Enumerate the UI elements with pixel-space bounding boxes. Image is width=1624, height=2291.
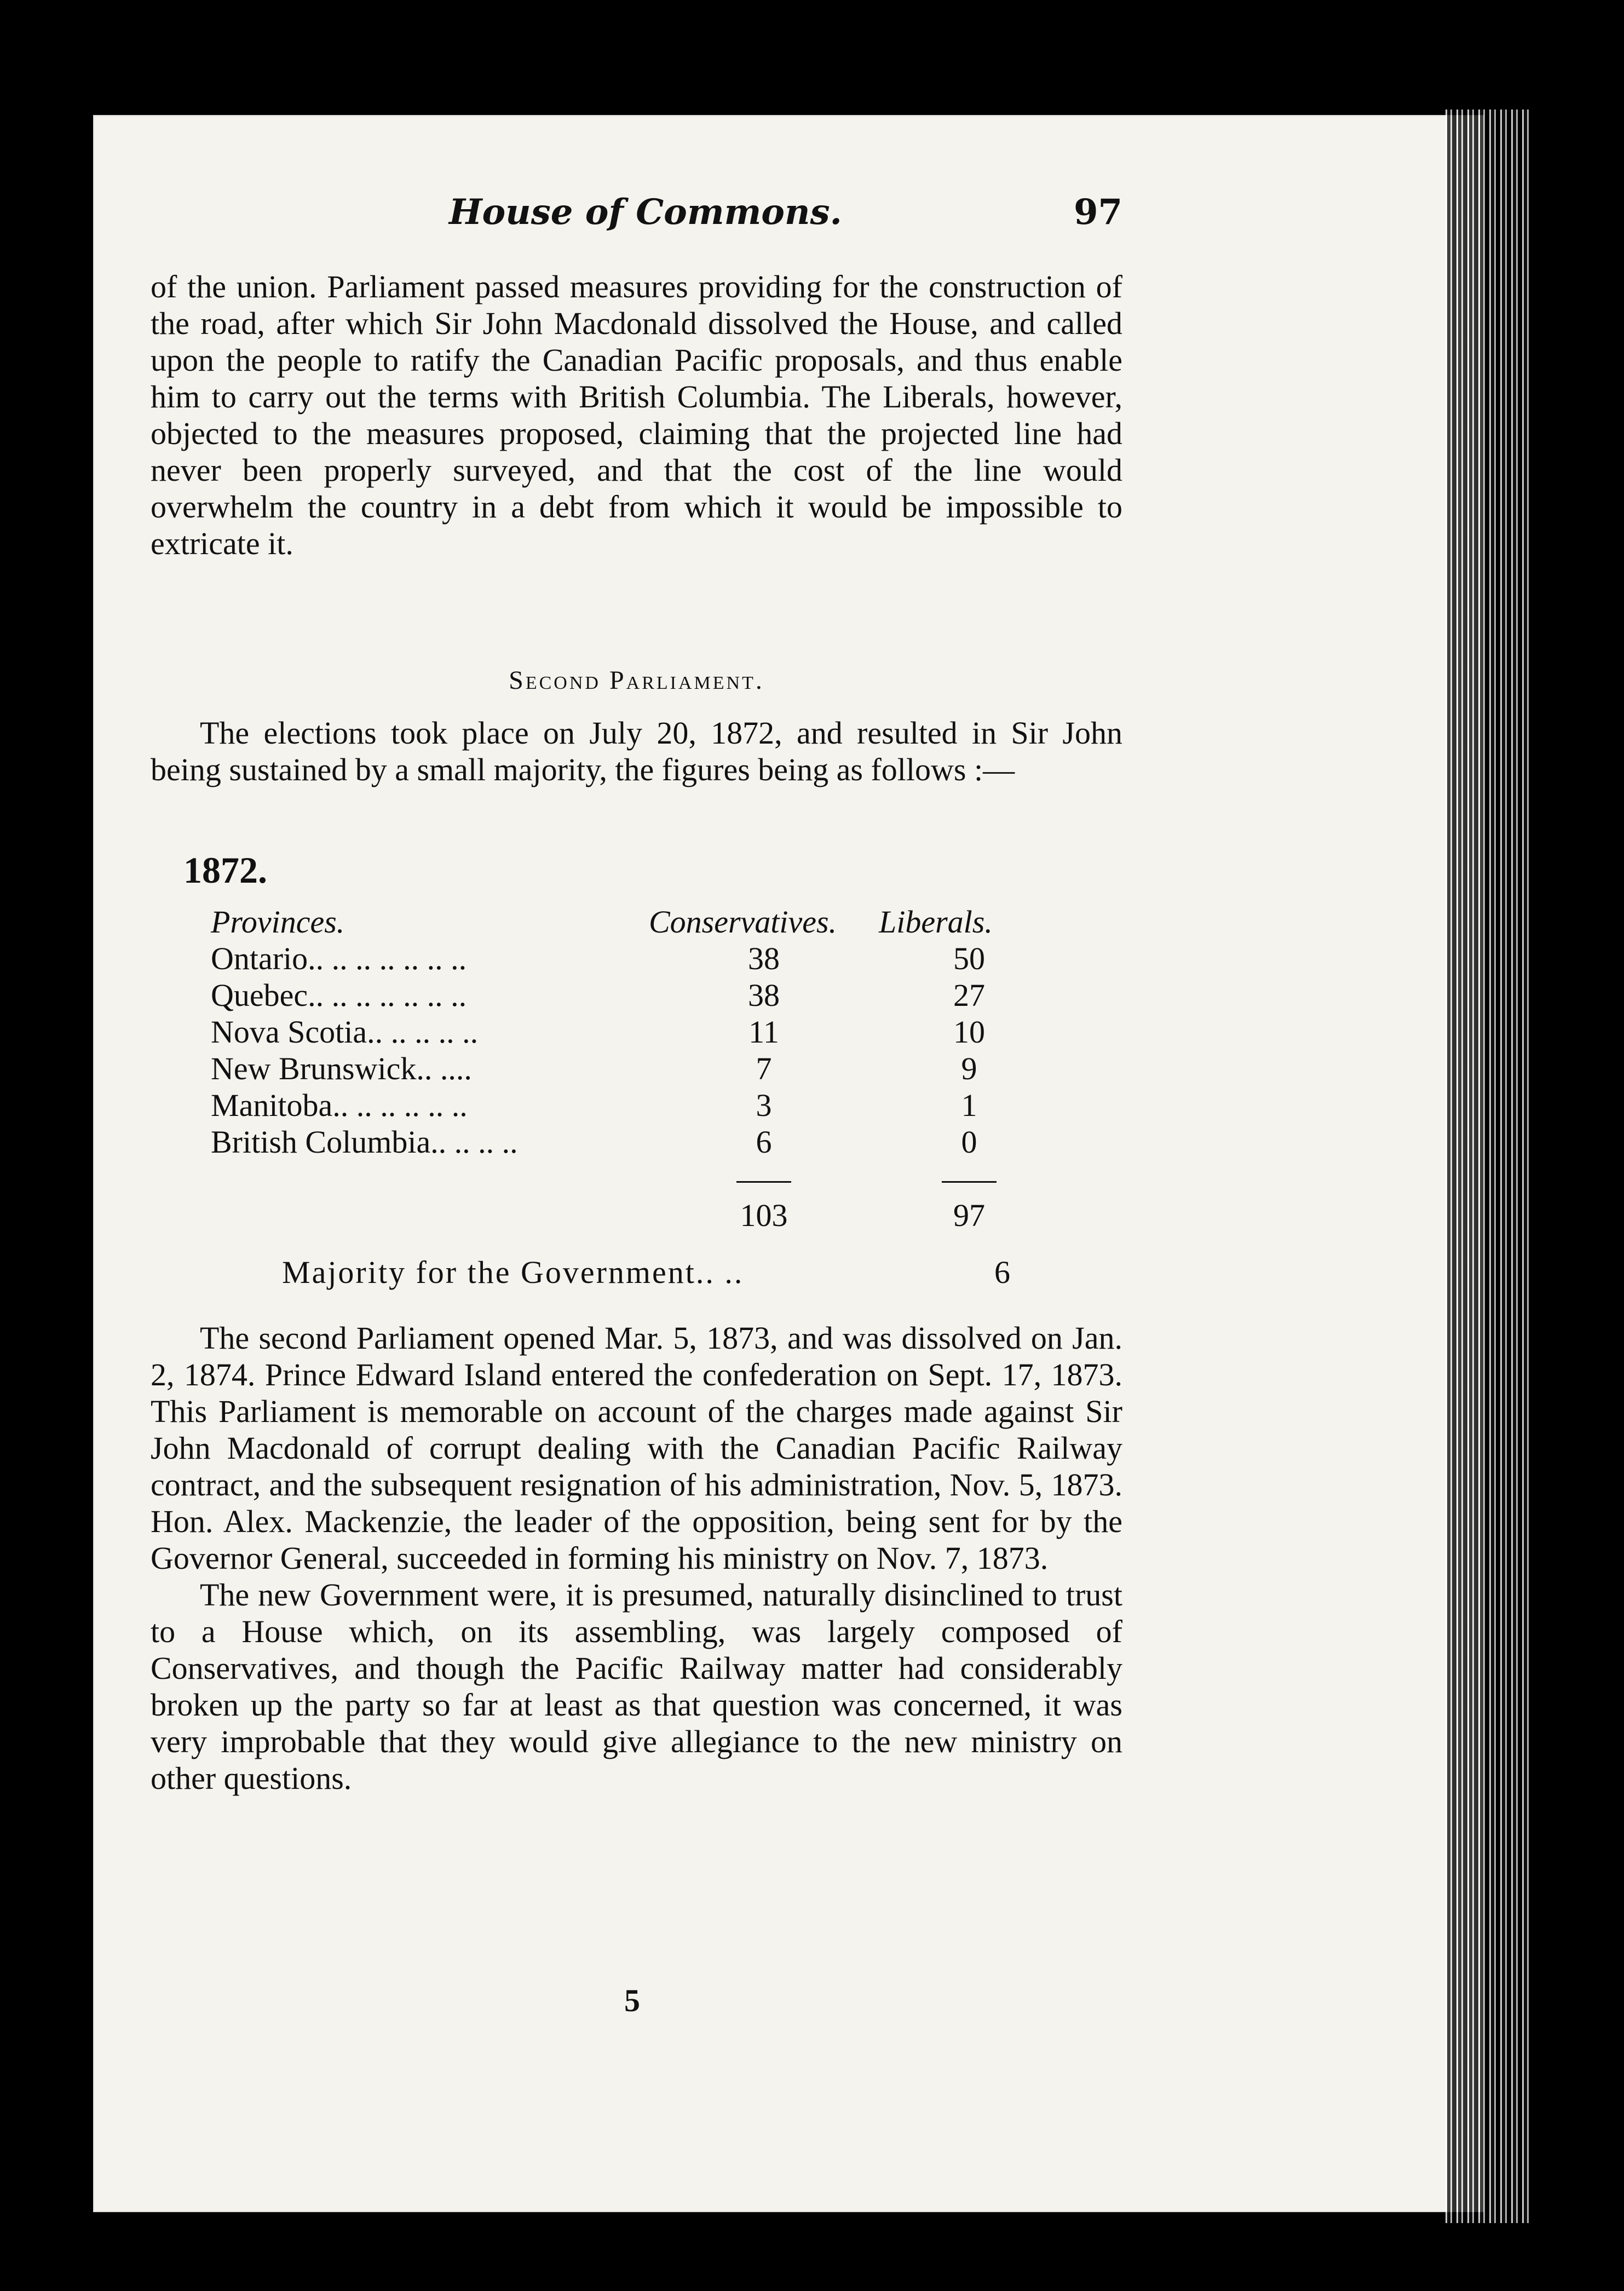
province-name: Manitoba.. .. .. .. .. .. bbox=[211, 1087, 468, 1123]
conservative-seats: 3 bbox=[756, 1087, 772, 1123]
body-text-1 bbox=[151, 268, 1122, 562]
conservative-seats: 6 bbox=[756, 1124, 772, 1160]
header-conservatives: Conservatives. bbox=[649, 904, 837, 940]
signature-mark: 5 bbox=[624, 1983, 640, 2018]
election-results-table bbox=[211, 903, 1059, 1234]
table-year: 1872. bbox=[183, 849, 267, 891]
paragraph-1: of the union. Parliament passed measures providing for the construction of the road, after which Sir John Macdonald dissolved the House, and called upon the people to ratify the Canadian Pacific proposals, and thus enable him to carry out the terms with British Columbia. The Liberals, however, objected to the measures proposed, claiming that the projected line had never been properly surveyed, and that the cost of the line would overwhelm the country in a debt from which it would be impossible to extricate it. bbox=[151, 269, 1122, 561]
body-text-2 bbox=[151, 715, 1122, 788]
paragraph-2: The elections took place on July 20, 1872, and resulted in Sir John being sustained by a small majority, the figures being as follows :— bbox=[151, 715, 1122, 787]
liberal-seats: 0 bbox=[961, 1124, 977, 1160]
total-rule bbox=[736, 1181, 791, 1183]
page-edges bbox=[1446, 110, 1533, 2223]
conservative-total: 103 bbox=[740, 1198, 788, 1233]
paragraph-3: The second Parliament opened Mar. 5, 1873, and was dissolved on Jan. 2, 1874. Prince Edward Island entered the confederation on Sept. 17, 1873. This Parliament is memorable on account of the charges made against Sir John Macdonald of corrupt dealing with the Canadian Pacific Railway contract, and the subsequent resignation of his administration, Nov. 5, 1873. Hon. Alex. Mackenzie, the leader of the opposition, being sent for by the Governor General, succeeded in forming his ministry on Nov. 7, 1873. bbox=[151, 1320, 1122, 1576]
table-row bbox=[211, 977, 1059, 1014]
totals-row bbox=[211, 1197, 1059, 1234]
table-header-row bbox=[211, 903, 1059, 940]
running-title: House of Commons. bbox=[449, 192, 842, 233]
majority-value: 6 bbox=[994, 1254, 1010, 1290]
body-text-3 bbox=[151, 1320, 1122, 1797]
header-provinces: Provinces. bbox=[211, 904, 345, 940]
liberal-seats: 50 bbox=[953, 941, 985, 976]
table-row bbox=[211, 1050, 1059, 1087]
province-name: New Brunswick.. .... bbox=[211, 1051, 472, 1086]
conservative-seats: 38 bbox=[748, 977, 780, 1013]
liberal-seats: 27 bbox=[953, 977, 985, 1013]
liberal-seats: 9 bbox=[961, 1051, 977, 1086]
province-name: Nova Scotia.. .. .. .. .. bbox=[211, 1014, 479, 1050]
table-row bbox=[211, 1014, 1059, 1050]
header-liberals: Liberals. bbox=[879, 904, 993, 940]
paragraph-4: The new Government were, it is presumed, naturally disinclined to trust to a House which, on its assembling, was largely composed of Conservatives, and though the Pacific Railway matter had considerably broken up the party so far at least as that question was concerned, it was very improbable that they would give allegiance to the new ministry on other questions. bbox=[151, 1577, 1122, 1796]
conservative-seats: 38 bbox=[748, 941, 780, 976]
majority-label: Majority for the Government.. .. bbox=[282, 1254, 744, 1290]
table-row bbox=[211, 940, 1059, 977]
liberal-total: 97 bbox=[953, 1198, 985, 1233]
liberal-seats: 1 bbox=[961, 1087, 977, 1123]
total-rule bbox=[942, 1181, 997, 1183]
page-number: 97 bbox=[1073, 192, 1122, 233]
table-row bbox=[211, 1087, 1059, 1124]
total-rule-row bbox=[211, 1160, 1059, 1197]
conservative-seats: 7 bbox=[756, 1051, 772, 1086]
province-name: Quebec.. .. .. .. .. .. .. bbox=[211, 977, 467, 1013]
liberal-seats: 10 bbox=[953, 1014, 985, 1050]
province-name: Ontario.. .. .. .. .. .. .. bbox=[211, 941, 467, 976]
section-heading: Second Parliament. bbox=[509, 666, 764, 695]
province-name: British Columbia.. .. .. .. bbox=[211, 1124, 518, 1160]
scan-left-margin bbox=[0, 120, 90, 2256]
table-row bbox=[211, 1124, 1059, 1160]
conservative-seats: 11 bbox=[748, 1014, 779, 1050]
